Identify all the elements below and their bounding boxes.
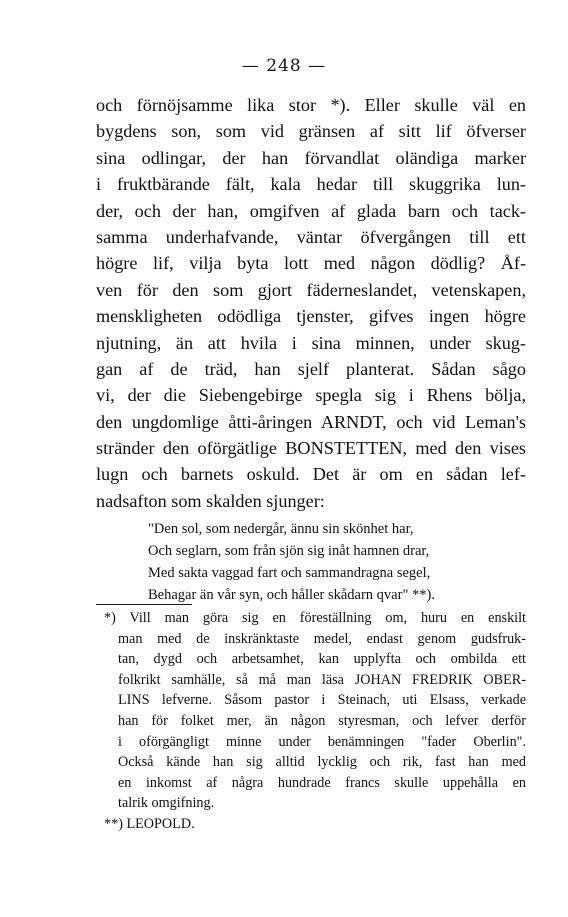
footnote-line: tan, dygd och arbetsamhet, kan upplyfta och ombilda ett <box>118 651 526 668</box>
body-line: sina odlingar, der han förvandlat oländiga marker <box>96 147 526 168</box>
footnote-line: talrik omgifning. <box>118 795 215 812</box>
body-line: nadsafton som skalden sjunger: <box>96 490 325 511</box>
body-line: i fruktbärande fält, kala hedar till skuggrika lun- <box>96 174 526 195</box>
body-line: bygdens son, som vid gränsen af sitt lif öfverser <box>96 121 526 142</box>
page-number: — 248 — <box>241 56 327 76</box>
footnote-divider <box>96 604 192 605</box>
footnote-line: Också kände han sig alltid lycklig och rik, fast han med <box>118 754 526 771</box>
body-line: den ungdomlige åtti-åringen ARNDT, och vid Leman's <box>96 411 526 432</box>
poem-line: Behagar än vår syn, och håller skådarn qvar" **). <box>148 587 435 603</box>
body-line: stränder den oförgätlige BONSTETTEN, med den vises <box>96 438 526 459</box>
footnote-line: i oförgängligt minne under benämningen "fader Oberlin". <box>118 733 526 750</box>
poem-line: "Den sol, som nedergår, ännu sin skönhet har, <box>148 521 414 537</box>
body-line: lugn och barnets oskuld. Det är om en sådan lef- <box>96 464 526 485</box>
body-line: och förnöjsamme lika stor *). Eller skulle väl en <box>96 95 526 115</box>
footnote-line: **) LEOPOLD. <box>104 815 195 832</box>
footnote-line: han för folket mer, än någon styresman, och lefver derför <box>118 712 526 729</box>
body-line: der, och der han, omgifven af glada barn och tack- <box>96 200 526 221</box>
body-line: gan af de träd, han sjelf planterat. Sådan sågo <box>96 358 526 379</box>
footnote-line: man med de inskränktaste medel, endast genom gudsfruk- <box>118 630 526 647</box>
footnote-line: LINS lefverne. Såsom pastor i Steinach, uti Elsass, verkade <box>118 692 526 709</box>
body-line: ven för den som gjort fäderneslandet, vetenskapen, <box>96 279 526 300</box>
footnotes <box>96 608 526 835</box>
footnote-line: folkrikt samhälle, så må man läsa JOHAN FREDRIK OBER- <box>118 671 526 688</box>
body-text <box>96 92 526 514</box>
body-line: vi, der die Siebengebirge spegla sig i Rhens bölja, <box>96 385 526 406</box>
poem-quote <box>148 518 518 606</box>
poem-line: Och seglarn, som från sjön sig inåt hamnen drar, <box>148 543 430 559</box>
poem-line: Med sakta vaggad fart och sammandragna segel, <box>148 565 431 581</box>
footnote-line: *) Vill man göra sig en föreställning om, huru en enskilt <box>104 610 526 626</box>
footnote-line: en inkomst af några hundrade francs skulle uppehålla en <box>118 774 526 791</box>
body-line: njutning, än att hvila i sina minnen, under skug- <box>96 332 526 353</box>
body-line: högre lif, vilja byta lott med någon dödlig? Åf- <box>96 253 526 274</box>
body-line: menskligheten odödliga tjenster, gifves ingen högre <box>96 306 526 327</box>
body-line: samma underhafvande, väntar öfvergången till ett <box>96 226 526 247</box>
